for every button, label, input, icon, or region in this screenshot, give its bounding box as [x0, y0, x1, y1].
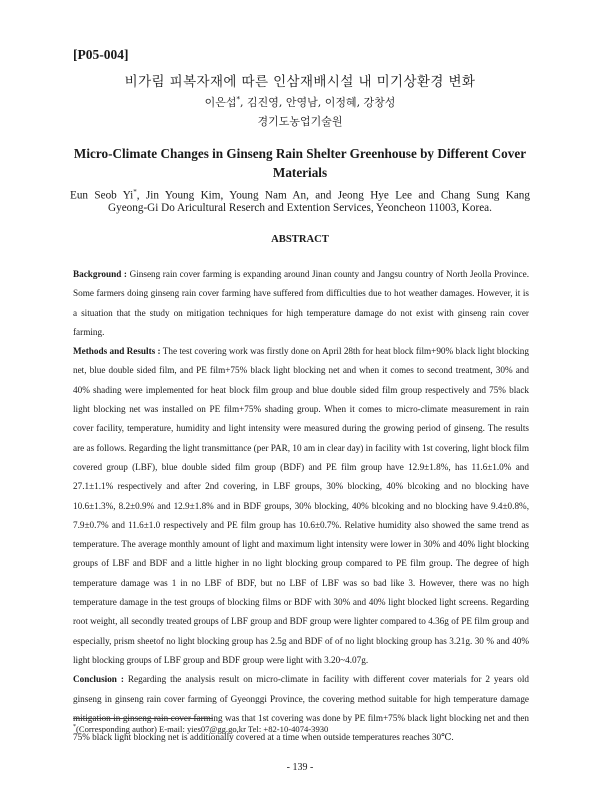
korean-affiliation: 경기도농업기술원 [257, 115, 343, 128]
abstract-code: [P05-004] [73, 47, 129, 62]
korean-authors-rest: , 김진영, 안영남, 이정혜, 강창성 [239, 96, 396, 109]
conclusion-paragraph [73, 670, 529, 747]
korean-authors [0, 94, 600, 110]
methods-label: Methods and Results : [73, 346, 161, 357]
methods-text: The test covering work was firstly done on April 28th for heat block film+90% black light blocking net, blue double sided film, and PE film+75% black light blocking net and when it comes to second treatment, 30% and 40% shading were implemented for heat block film group and blue double sided film group respectively and 75% black light blocking net was installed on PE film+75% shading group. When it comes to micro-climate measurement in rain cover facility, temperature, humidity and light intensity were measured during the growing period of ginseng. The results are as follows. Regarding the light transmittance (per PAR, 10 am in clear day) in facility with 1st covering, light block film covered group (LBF), blue double sided film group (BDF) and PE film group have 12.9±1.8%, has 11.6±1.0% and 27.1±1.1% respectively and after 2nd covering, in LBF groups, 30% blocking, 40% blcoking and no blocking have 10.6±1.3%, 8.2±0.9% and 12.9±1.8% and in BDF groups, 30% blocking, 40% blcoking and no blocking have 9.4±0.8%, 7.9±0.7% and 11.6±1.0 respectively and PE film group has 10.6±0.7%. Relative humidity also showed the same trend as temperature. The average monthly amount of light and maximum light intensity were lower in 30% and 40% light blocking groups of LBF and BDF and a little higher in no light blocking group compared to PE film group. The degree of high temperature damage was 1 in no LBF of BDF, but no LBF of LBF was so bad like 3. However, there was no high temperature damage in the test groups of blocking films or BDF with 30% and 40% light blocked light screens. Regarding root weight, all secondly treated groups of LBF group and BDF group were lighter compared to 4.36g of PE film group and especially, prism sheetof no light blocking group has 2.5g and BDF of of no light blocking group has 3.21g. 30 % and 40% light blocking groups of LBF group and BDF group were light with 3.20~4.07g. [73, 346, 529, 665]
background-paragraph [73, 265, 529, 342]
korean-corresponding-mark: * [236, 95, 240, 104]
footnote-mark: * [73, 724, 76, 731]
background-text: Ginseng rain cover farming is expanding around Jinan county and Jangsu country of North Jeolla Province. Some farmers doing ginseng rain cover farming have suffered from difficulties due to hot weather damages. However, it is a situation that the study on mitigation techniques for high temperature damage do not exist with ginseng rain cover farming. [73, 269, 530, 337]
english-title: Micro-Climate Changes in Ginseng Rain Shelter Greenhouse by Different Cover Materials [73, 146, 527, 180]
conclusion-text: Regarding the analysis result on micro-climate in facility with different cover materials for 2 years old ginseng in ginseng rain cover farming of Gyeonggi Province, the covering method suitable for high temperature damage mitigation in ginseng rain cover farming was that 1st covering was done by PE film+75% black light blocking net and then 75% black light blocking net is additionally covered at a time when outside temperatures reaches 30℃. [73, 674, 530, 743]
english-affiliation: Gyeong-Gi Do Aricultural Reserch and Extention Services, Yeoncheon 11003, Korea. [108, 202, 492, 214]
background-label: Background : [73, 269, 127, 279]
korean-title: 비가림 피복자재에 따른 인삼재배시설 내 미기상환경 변화 [124, 74, 476, 90]
footnote [73, 724, 328, 734]
footnote-text: (Corresponding author) E-mail: yies07@gg.go,kr Tel: +82-10-4074-3930 [76, 724, 329, 734]
conclusion-label: Conclusion : [73, 674, 124, 685]
english-authors-first: Eun Seob Yi [70, 189, 134, 202]
english-authors [70, 184, 530, 204]
english-corresponding-mark: * [133, 188, 137, 196]
footnote-divider [73, 718, 213, 719]
korean-authors-first: 이은섭 [204, 96, 237, 109]
page-number: - 139 - [286, 762, 314, 773]
methods-paragraph [73, 342, 529, 670]
abstract-heading: ABSTRACT [271, 234, 329, 245]
english-authors-rest: , Jin Young Kim, Young Nam An, and Jeong Hye Lee and Chang Sung Kang [136, 189, 530, 202]
abstract-body [73, 265, 529, 747]
